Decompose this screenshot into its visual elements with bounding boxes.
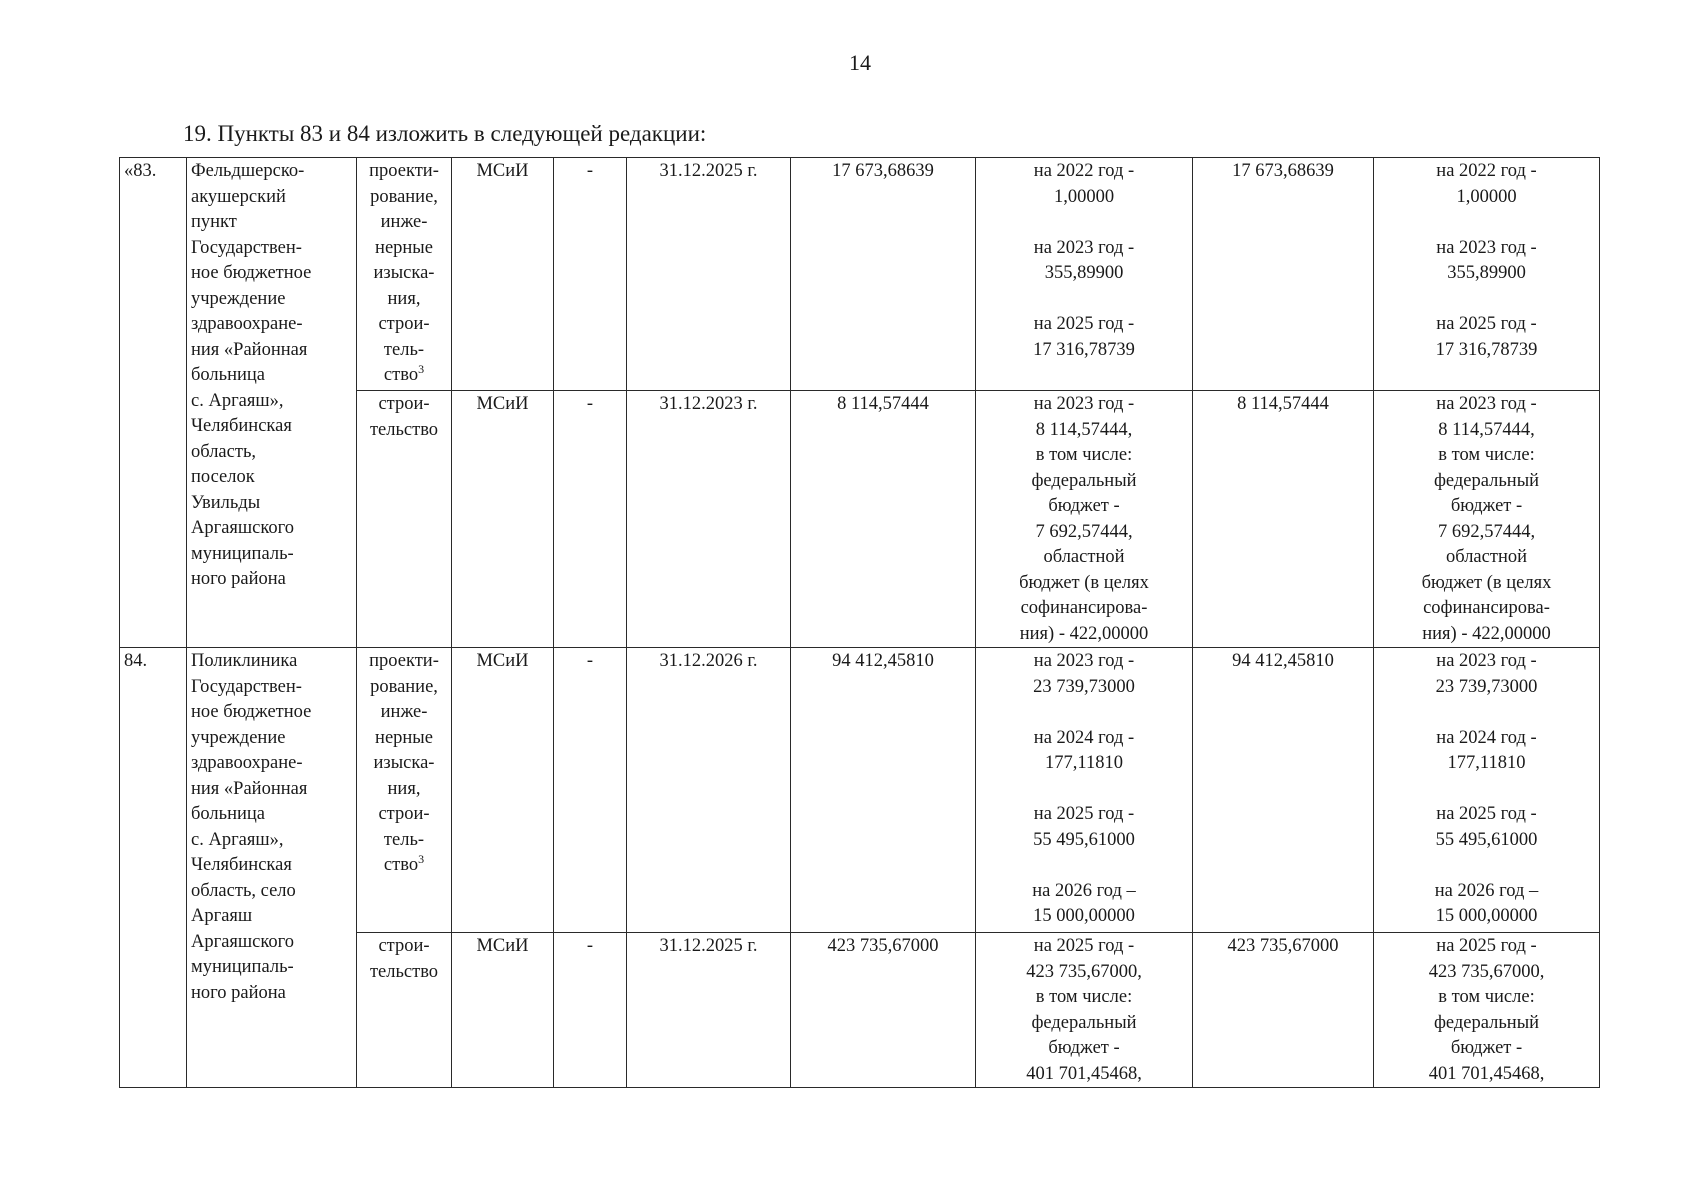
- financing-schedule: [976, 158, 1193, 391]
- work-type-text: проекти- рование, инже- нерные изыска- ния, строи- тель- ство: [369, 651, 439, 875]
- financing-year-block: на 2023 год - 23 739,73000: [1435, 651, 1538, 697]
- financing-year-block: на 2026 год – 15 000,00000: [1434, 880, 1539, 926]
- table-row: [120, 158, 1600, 391]
- financing-schedule-2: [1374, 933, 1600, 1088]
- total-amount: 423 735,67000: [1193, 933, 1374, 1088]
- financing-year-block: на 2025 год - 17 316,78739: [1435, 314, 1538, 360]
- deadline-date: 31.12.2026 г.: [627, 648, 791, 933]
- responsible-org: МСиИ: [452, 648, 554, 933]
- financing-year-block: на 2023 год - 355,89900: [1033, 237, 1135, 283]
- financing-year-block: на 2023 год - 8 114,57444, в том числе: федеральный бюджет - 7 692,57444, областной бюджет (в целях софинансирова- ния) - 422,00000: [1019, 394, 1149, 644]
- total-amount: 17 673,68639: [1193, 158, 1374, 391]
- work-type: [357, 648, 452, 933]
- dash-cell: -: [554, 933, 627, 1088]
- financing-schedule-2: [1374, 391, 1600, 648]
- financing-year-block: на 2024 год - 177,11810: [1436, 727, 1537, 773]
- estimated-cost: 94 412,45810: [791, 648, 976, 933]
- work-type: [357, 158, 452, 391]
- footnote-mark: 3: [418, 361, 425, 376]
- object-name: Фельдшерско- акушерский пункт Государствен- ное бюджетное учреждение здравоохране- ния «Районная больница с. Аргаяш», Челябинская область, поселок Увильды Аргаяшского муниципаль- ного района: [187, 158, 357, 648]
- dash-cell: -: [554, 158, 627, 391]
- capital-objects-table: [119, 157, 1600, 1088]
- item-number: 84.: [120, 648, 187, 1088]
- financing-schedule-2: [1374, 158, 1600, 391]
- object-name: Поликлиника Государствен- ное бюджетное учреждение здравоохране- ния «Районная больница с. Аргаяш», Челябинская область, село Аргаяш Аргаяшского муниципаль- ного района: [187, 648, 357, 1088]
- financing-year-block: на 2023 год - 355,89900: [1436, 237, 1537, 283]
- table-row: [120, 648, 1600, 933]
- financing-year-block: на 2023 год - 8 114,57444, в том числе: федеральный бюджет - 7 692,57444, областной бюджет (в целях софинансирова- ния) - 422,00000: [1421, 394, 1552, 644]
- footnote-mark: 3: [418, 851, 425, 866]
- deadline-date: 31.12.2025 г.: [627, 933, 791, 1088]
- amendment-intro: 19. Пункты 83 и 84 изложить в следующей редакции:: [183, 121, 707, 146]
- estimated-cost: 8 114,57444: [791, 391, 976, 648]
- financing-year-block: на 2022 год - 1,00000: [1033, 161, 1135, 207]
- item-number: «83.: [120, 158, 187, 648]
- total-amount: 94 412,45810: [1193, 648, 1374, 933]
- financing-year-block: на 2024 год - 177,11810: [1033, 727, 1135, 773]
- page-number: 14: [849, 50, 871, 75]
- responsible-org: МСиИ: [452, 933, 554, 1088]
- work-type: строи- тельство: [357, 391, 452, 648]
- financing-year-block: на 2025 год - 423 735,67000, в том числе: федеральный бюджет - 401 701,45468,: [1026, 936, 1142, 1084]
- financing-year-block: на 2026 год – 15 000,00000: [1032, 880, 1136, 926]
- financing-year-block: на 2025 год - 423 735,67000, в том числе: федеральный бюджет - 401 701,45468,: [1428, 936, 1545, 1084]
- financing-year-block: на 2025 год - 55 495,61000: [1435, 804, 1538, 850]
- financing-schedule: [976, 648, 1193, 933]
- financing-year-block: на 2025 год - 55 495,61000: [1033, 804, 1135, 850]
- estimated-cost: 423 735,67000: [791, 933, 976, 1088]
- work-type-text: проекти- рование, инже- нерные изыска- ния, строи- тель- ство: [369, 161, 439, 385]
- estimated-cost: 17 673,68639: [791, 158, 976, 391]
- financing-year-block: на 2025 год - 17 316,78739: [1033, 314, 1135, 360]
- dash-cell: -: [554, 391, 627, 648]
- financing-schedule: [976, 391, 1193, 648]
- financing-schedule: [976, 933, 1193, 1088]
- deadline-date: 31.12.2025 г.: [627, 158, 791, 391]
- total-amount: 8 114,57444: [1193, 391, 1374, 648]
- financing-year-block: на 2022 год - 1,00000: [1436, 161, 1537, 207]
- deadline-date: 31.12.2023 г.: [627, 391, 791, 648]
- dash-cell: -: [554, 648, 627, 933]
- financing-year-block: на 2023 год - 23 739,73000: [1033, 651, 1135, 697]
- work-type: строи- тельство: [357, 933, 452, 1088]
- responsible-org: МСиИ: [452, 391, 554, 648]
- responsible-org: МСиИ: [452, 158, 554, 391]
- financing-schedule-2: [1374, 648, 1600, 933]
